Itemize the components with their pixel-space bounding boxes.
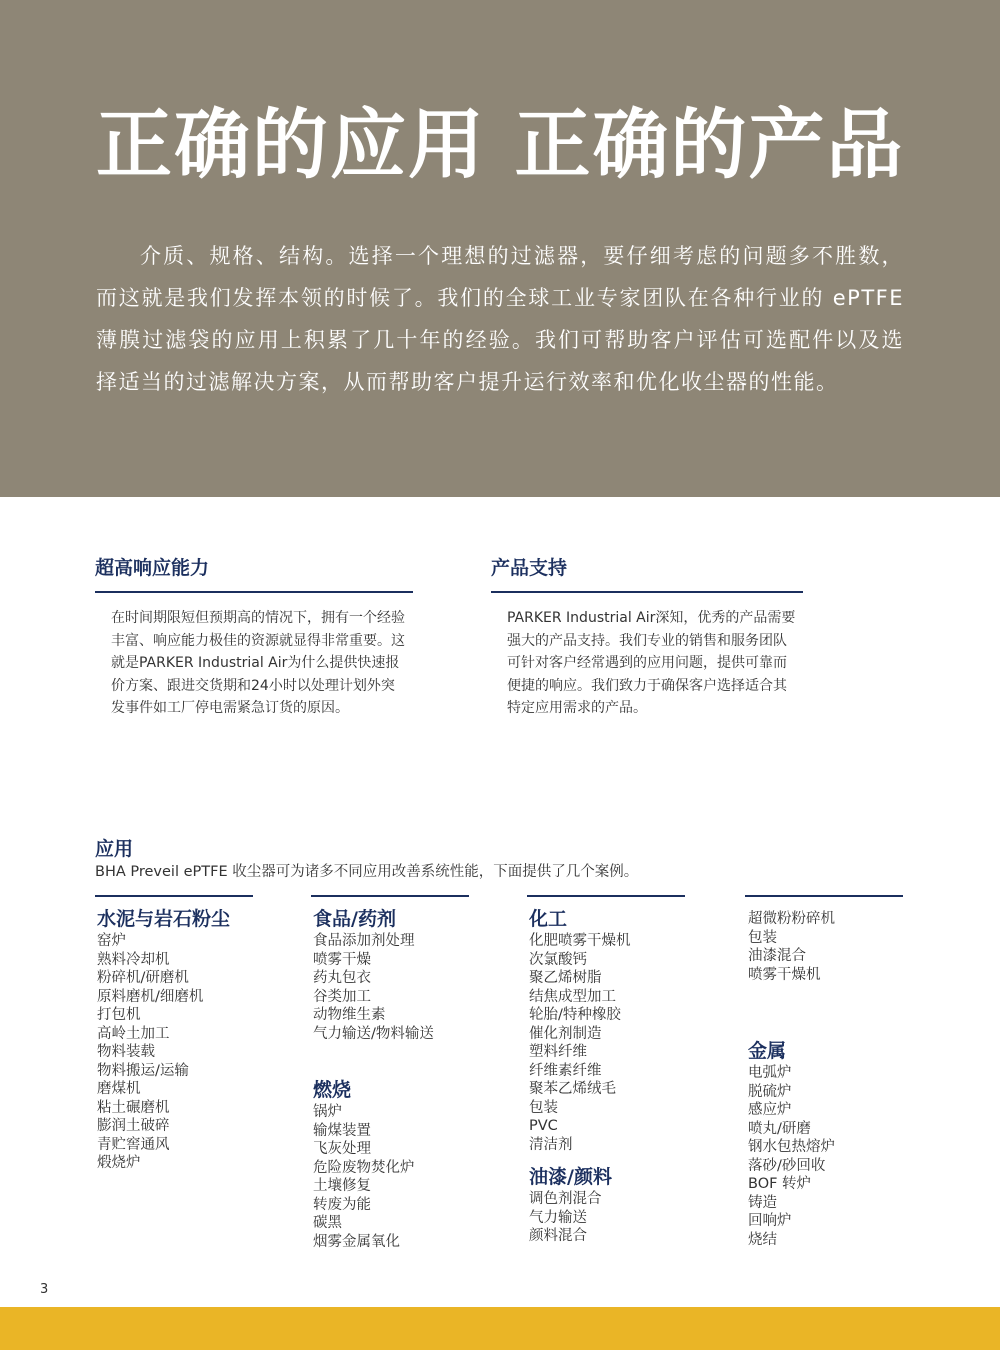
list-item: 化肥喷雾干燥机 [529,933,631,949]
list-item: 脱硫炉 [748,1083,792,1100]
category-list-chemical [529,932,729,1154]
list-item: 青贮窖通风 [97,1136,170,1153]
list-item: 磨煤机 [97,1081,141,1097]
list-item: 颜料混合 [529,1228,587,1244]
app-column-3 [529,906,729,1246]
list-item: 油漆混合 [748,948,806,964]
category-title-metal: 金属 [748,1040,787,1062]
list-item: 打包机 [97,1007,141,1023]
intro-paragraph: 介质、规格、结构。选择一个理想的过滤器，要仔细考虑的问题多不胜数，而这就是我们发挥本领的时候了。我们的全球工业专家团队在各种行业的 ePTFE 薄膜过滤袋的应用上积累了几十年的经验。我们可帮助客户评估可选配件以及选择适当的过滤解决方案，从而帮助客户提升运行效率和优化收尘器的性能。 [96,244,904,394]
category-list-combustion [313,1103,513,1251]
category-list-food [313,932,513,1043]
list-item: 次氯酸钙 [529,951,587,968]
list-item: 物料搬运/运输 [97,1062,189,1079]
list-item: 烧结 [748,1231,777,1248]
support-heading: 产品支持 [491,557,568,579]
list-item: 调色剂混合 [529,1191,602,1207]
list-item: 土壤修复 [313,1178,371,1194]
list-item: 输煤装置 [313,1122,371,1139]
applications-heading: 应用 [95,838,134,860]
response-heading: 超高响应能力 [95,557,210,579]
app-column-4 [748,910,948,1249]
column-divider [95,895,253,897]
list-item: PVC [529,1118,558,1134]
response-text: 在时间期限短但预期高的情况下，拥有一个经验丰富、响应能力极佳的资源就显得非常重要。这就是PARKER Industrial Air为什么提供快速报价方案、跟进交货期和24小时以处理计划外突发事件如工厂停电需紧急订货的原因。 [111,610,405,716]
column-divider [311,895,469,897]
applications-intro: BHA Preveil ePTFE 收尘器可为诸多不同应用改善系统性能，下面提供了几个案例。 [95,864,639,880]
list-item: 粉碎机/研磨机 [97,970,189,986]
list-item: 聚苯乙烯绒毛 [529,1081,616,1097]
category-list-cement [97,932,297,1173]
page-number: 3 [40,1282,49,1297]
list-item: 包装 [529,1099,558,1116]
list-item: 窑炉 [97,933,126,949]
list-item: 高岭土加工 [97,1025,170,1042]
list-item: 锅炉 [313,1104,342,1120]
list-item: 食品添加剂处理 [313,933,415,949]
column-divider [527,895,685,897]
list-item: 熟料冷却机 [97,951,170,968]
footer-bar [0,1307,1000,1350]
list-item: 超微粉粉碎机 [748,911,835,927]
list-item: 感应炉 [748,1102,792,1118]
list-item: 结焦成型加工 [529,988,616,1005]
list-item: 药丸包衣 [313,970,371,986]
list-item: 塑料纤维 [529,1044,587,1060]
category-title-chemical: 化工 [529,908,568,930]
category-title-combustion: 燃烧 [313,1079,352,1101]
list-item: 粘土碾磨机 [97,1099,170,1116]
list-item: 危险废物焚化炉 [313,1159,415,1176]
category-list-paint [529,1190,729,1246]
list-item: 物料装载 [97,1044,155,1060]
app-column-1 [97,906,297,1173]
column-divider [745,895,903,897]
list-item: 碳黑 [313,1215,342,1231]
app-column-2 [313,906,513,1251]
list-item: 气力输送/物料输送 [313,1025,434,1042]
support-divider [491,591,803,593]
response-divider [95,591,413,593]
category-title-cement: 水泥与岩石粉尘 [97,908,231,930]
list-item: 回响炉 [748,1213,792,1229]
category-list-metal [748,1064,948,1249]
list-item: 轮胎/特种橡胶 [529,1007,621,1023]
list-item: 纤维素纤维 [529,1062,602,1079]
list-item: 催化剂制造 [529,1025,602,1042]
list-item: 原料磨机/细磨机 [97,988,204,1005]
category-title-paint: 油漆/颜料 [529,1166,612,1188]
list-item: 气力输送 [529,1209,587,1226]
list-item: 烟雾金属氧化 [313,1233,400,1250]
list-item: 喷丸/研磨 [748,1120,811,1137]
list-item: 钢水包热熔炉 [748,1139,835,1155]
page-title: 正确的应用 正确的产品 [96,100,905,189]
list-item: 动物维生素 [313,1007,386,1023]
list-item: 铸造 [748,1194,777,1211]
category-title-food: 食品/药剂 [313,908,396,930]
list-item: 清洁剂 [529,1136,573,1153]
list-item: 电弧炉 [748,1065,792,1081]
list-item: 聚乙烯树脂 [529,970,602,986]
list-item: 喷雾干燥机 [748,966,821,983]
list-item: 煅烧炉 [97,1155,141,1171]
list-item: 喷雾干燥 [313,951,371,968]
list-item: 转废为能 [313,1196,371,1213]
list-item: 膨润土破碎 [97,1118,170,1134]
support-text: PARKER Industrial Air深知，优秀的产品需要强大的产品支持。我们专业的销售和服务团队可针对客户经常遇到的应用问题，提供可靠而便捷的响应。我们致力于确保客户选择适合其特定应用需求的产品。 [507,610,796,716]
list-item: 谷类加工 [313,988,371,1005]
list-item: 飞灰处理 [313,1141,371,1157]
category-list-misc [748,910,948,984]
hero-banner [0,0,1000,497]
list-item: 落砂/砂回收 [748,1157,826,1174]
list-item: 包装 [748,929,777,946]
list-item: BOF 转炉 [748,1176,812,1192]
